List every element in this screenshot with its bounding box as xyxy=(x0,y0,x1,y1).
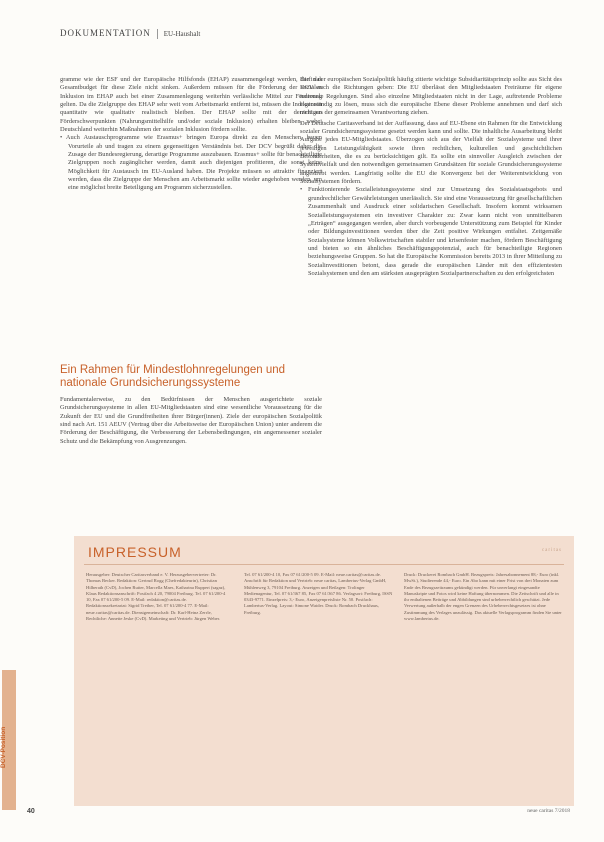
impressum-box xyxy=(74,536,574,806)
left-paragraph-lower: Fundamentalerweise, zu den Bedürfnissen der Menschen ausgerichtete soziale Grundsicherungssysteme in allen EU-Mitgliedstaaten sind eine wesentliche Voraussetzung für die Zukunft der EU und die Grundfreiheiten ihrer Bürger(innen). Ziele der europäischen Sozialpolitik sind nach Art. 151 AEUV (Vertrag über die Arbeitsweise der Europäischen Union) unter anderem die Förderung der Beschäftigung, die Verbesserung der Lebensbedingungen, ein angemessener sozialer Schutz und die Bekämpfung von Ausgrenzungen. xyxy=(60,396,322,445)
section-title: DOKUMENTATION xyxy=(60,28,151,38)
left-column xyxy=(60,76,322,193)
impressum-divider xyxy=(84,564,564,565)
right-column xyxy=(300,76,562,278)
impressum-tag: caritas xyxy=(541,548,562,553)
impressum-title: IMPRESSUM xyxy=(88,544,182,560)
publication-footer: neue caritas 7/2018 xyxy=(527,808,570,814)
right-bullet: • Funktionierende Sozialleistungssysteme sind zur Umsetzung des Sozialstaatsgebots und grundrechtlicher Gewährleistungen unerlässlich. Sie sind eine Voraussetzung für gesellschaftlichen Zusammenhalt und Ausdruck einer solidarischen Gesellschaft. Insofern kommt wirksamen Sozialleistungssystemen ein investiver Charakter zu: Zwar kann nicht von unmittelbaren „Erträgen“ ausgegangen werden, aber durch vorbeugende Unterstützung zum Beispiel für Kinder oder Bildungsinvestitionen werden über die Zeit positive Wirkungen entfaltet. Zeitgemäße Sozialsysteme können Volkswirtschaften stabiler und krisenfester machen, fördern Beschäftigung und bieten so ein ähnliches Beschäftigungspotenzial, auch für benachteiligte Regionen beziehungsweise Gruppen. So hat die Europäische Kommission bereits 2013 in ihrer Mitteilung zu Sozialinvestitionen betont, dass gerade die europäischen Länder mit den effizientesten Sozialsystemen und den am stärksten ausgeprägten Sozialpartnerschaften zu den erfolgreichsten xyxy=(300,186,562,277)
impressum-column-1: Herausgeber: Deutscher Caritasverband e. V. Herausgebervertreter: Dr. Thomas Becker. Redaktion: Gertrud Rogg (Chefredakteurin), Christian Hilberath (CvD), Jochen Rutter, Marcella Maes, Katharina Ruppert (sagaz), Klaus Redaktionsanschrift: Postfach 4 20, 79004 Freiburg. Tel. 07 61/200-4 10, Fax 07 61/200-5 09. E-Mail: redaktion@caritas.de. Redaktionssekretariat: Sigrid Treiber, Tel. 07 61/200-4 77. E-Mail: neue.caritas@caritas.de. Dienstgemeinschaft: Dr. Karl-Heinz Zerrle, Rechtliche: Annette Jeske (CvD). Marketing und Vertrieb: Jürgen Weber. xyxy=(86,572,226,622)
section-heading: Ein Rahmen für Mindestlohnregelungen und nationale Grundsicherungssysteme xyxy=(60,364,286,389)
left-paragraph: gramme wie der ESF und der Europäische Hilfsfonds (EHAP) zusammengelegt werden, darf das Gesamtbudget für diese Ziele nicht sinken. Außerdem müssen für die Förderung der sozialen Inklusion im EHAP auch bei einer Zusammenlegung weiterhin verlässliche Mittel zur Förderung gelten. Da die Zielgruppe des EHAP sehr weit vom Arbeitsmarkt entfernt ist, müssen die Indikatoren quantitativ wie qualitativ realistisch bleiben. Der EHAP sollte mit der derzeitigen Förderschwerpunkten (Nahrungsmittelhilfe und/oder soziale Inklusion) erhalten bleiben, wobei Deutschland weiterhin Maßnahmen der sozialen Inklusion fördern sollte. xyxy=(60,76,322,134)
impressum-column-2: Tel. 07 61/200-4 10, Fax 07 61/200-5 09. E-Mail: neue.caritas@caritas.de. Anschrift für Redaktion und Vertrieb: neue caritas, Lambertus-Verlag GmbH, Mühlenweg 3, 79104 Freiburg. Anzeigen und Beilagen: Trolinger Medienagentur, Tel. 07 61/367 85, Fax 07 61/367 86. Verlagsort: Freiburg, ISSN 0343-9771. Einzelpreis: 3,- Euro, Anzeigenpreisliste Nr. 50. Postfach: Lambertus-Verlag. Layout: Simone Waider. Druck: Rombach Druckhaus, Freiburg. xyxy=(244,572,393,615)
left-bullet: • Auch Austauschprogramme wie Erasmus+ bringen Europa direkt zu den Menschen, bauen Vorurteile ab und tragen zu einem gegenseitigen Verständnis bei. Der DCV begrüßt daher die Zusage der Bundesregierung, derartige Programme auszubauen. Erasmus+ sollte für benachteiligte Zielgruppen noch zugänglicher werden, damit auch diejenigen profitieren, die sonst keine Möglichkeit für Austausch im EU-Ausland haben. Die Projekte müssen so attraktiv finanziert werden, dass die Zielgruppe der Menschen am Arbeitsmarkt sollte wieder angehoben werden, um eine möglichst breite Beteiligung am Programm sicherzustellen. xyxy=(60,134,322,192)
right-paragraph-1: Die in der europäischen Sozialpolitik häufig zitierte wichtige Subsidiaritätsprinzip sollte aus Sicht des DCV auch die Richtungen geben: Die EU überlässt den Mitgliedstaaten Freiräume für eigene nationale Regelungen. Sind also einzelne Mitgliedstaaten nicht in der Lage, auftretende Probleme eigenständig zu lösen, muss sich die europäische Ebene dieser Probleme annehmen und darf sich nicht aus der gemeinsamen Verantwortung ziehen. xyxy=(300,76,562,117)
header-divider xyxy=(157,29,158,39)
page-number: 40 xyxy=(27,808,35,815)
left-column-lower xyxy=(60,396,322,446)
impressum-column-3: Druck: Druckerei Rombach GmbH. Bezugspreis: Jahresabonnement 88,- Euro (inkl. MwSt.), Studierende 44,- Euro. Ein Abo kann mit einer Frist von drei Monaten zum Ende des Bezugszeitraums gekündigt werden. Für unverlangt eingesandte Manuskripte und Fotos wird keine Haftung übernommen. Die Zeitschrift und alle in ihr enthaltenen Beiträge und Abbildungen sind urheberrechtlich geschützt. Jede Verwertung außerhalb der engen Grenzen des Urheberrechtsgesetzes ist ohne Zustimmung des Verlages unzulässig. Das aktuelle Verlagsprogramm finden Sie unter www.lambertus.de. xyxy=(404,572,562,622)
section-subtitle: EU-Haushalt xyxy=(163,30,201,38)
page-header xyxy=(60,28,200,39)
sidebar-label: DCV-Position xyxy=(0,726,7,768)
right-paragraph-2: Der Deutsche Caritasverband ist der Auffassung, dass auf EU-Ebene ein Rahmen für die Entwicklung sozialer Grundsicherungssysteme gesetzt werden kann und sollte. Die inhaltliche Ausarbeitung bleibt Aufgabe jedes EU-Mitgliedstaates. Überzogen sich aus der Vielfalt der Sozialsysteme und ihrer jeweiligen Leistungsfähigkeit sowie ihren rechtlichen, kulturellen und geschichtlichen Besonderheiten, die es zu berücksichtigen gilt. Es sollte ein sinnvoller Ausgleich zwischen der Systemvielfalt und den notwendigen gemeinsamen Grundsätzen für soziale Grundsicherungssysteme angestrebt werden. Langfristig sollte die EU die Konvergenz bei der Weiterentwicklung von Sozialsystemen fördern. xyxy=(300,119,562,186)
